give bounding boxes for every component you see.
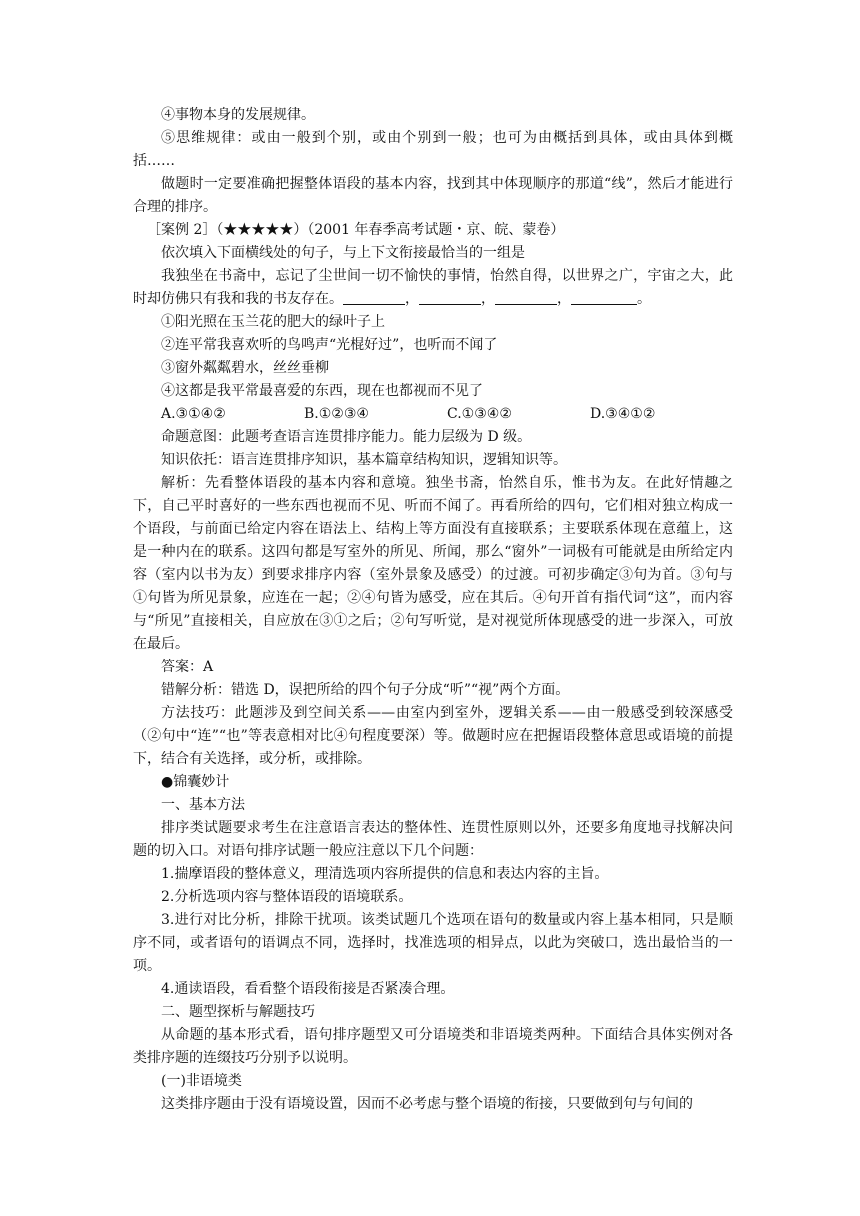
list-item: 1.揣摩语段的整体意义，理清选项内容所提供的信息和表达内容的主旨。: [161, 866, 609, 882]
option-c: C.①③④②: [447, 406, 512, 422]
paragraph: ⑤思维规律：或由一般到个别，或由个别到一般；也可为由概括到具体，或由具体到概括……: [133, 130, 733, 169]
sentence-item: ③窗外粼粼碧水，丝丝垂柳: [161, 360, 329, 376]
paragraph: 命题意图：此题考查语言连贯排序能力。能力层级为 D 级。: [161, 429, 532, 445]
paragraph: 做题时一定要准确把握整体语段的基本内容，找到其中体现顺序的那道“线”，然后才能进行合理的排序。: [133, 176, 733, 215]
answer-blank: [343, 290, 405, 305]
answer-options: [133, 403, 733, 426]
paragraph: 这类排序题由于没有语境设置，因而不必考虑与整个语境的衔接，只要做到句与句间的: [161, 1096, 693, 1112]
paragraph: 解析：先看整体语段的基本内容和意境。独坐书斋，怡然自乐，惟书为友。在此好情趣之下，自己平时喜好的一些东西也视而不见、听而不闻了。再看所给的四句，它们相对独立构成一个语段，与前面已给定内容在语法上、结构上等方面没有直接联系；主要联系体现在意蕴上，这是一种内在的联系。这四句都是写室外的所见、所闻，那么“窗外”一词极有可能就是由所给定内容（室内以书为友）到要求排序内容（室外景象及感受）的过渡。可初步确定③句为首。③句与①句皆为所见景象，应连在一起；②④句皆为感受，应在其后。④句开首有指代词“这”，而内容与“所见”直接相关，自应放在③①之后；②句写听觉，是对视觉所体现感受的进一步深入，可放在最后。: [133, 475, 733, 652]
document-page: [133, 104, 733, 1116]
question-passage: [133, 265, 733, 311]
case-title: ［案例 2］（★★★★★）（2001 年春季高考试题・京、皖、蒙卷）: [147, 222, 565, 238]
option-b: B.①②③④: [304, 406, 369, 422]
paragraph: 方法技巧：此题涉及到空间关系——由室内到室外，逻辑关系——由一般感受到较深感受（②句中“连”“也”等表意相对比④句程度要深）等。做题时应在把握语段整体意思或语境的前提下，结合有关选择，或分析，或排除。: [133, 705, 733, 767]
paragraph: 答案：A: [161, 659, 214, 675]
section-heading: ●锦囊妙计: [161, 774, 230, 790]
paragraph: 排序类试题要求考生在注意语言表达的整体性、连贯性原则以外，还要多角度地寻找解决问题的切入口。对语句排序试题一般应注意以下几个问题：: [133, 820, 733, 859]
list-item: 4.通读语段，看看整个语段衔接是否紧凑合理。: [161, 981, 455, 997]
passage-text: 我独坐在书斋中，忘记了尘世间一切不愉快的事情，怡然自得，以世界之广，宇宙之大，此时却仿佛只有我和我的书友存在。: [133, 268, 733, 307]
separator: ，: [557, 291, 571, 307]
section-heading: 二、题型探析与解题技巧: [161, 1004, 315, 1020]
option-d: D.③④①②: [590, 406, 656, 422]
answer-blank: [571, 290, 637, 305]
question-instruction: 依次填入下面横线处的句子，与上下文衔接最恰当的一组是: [161, 245, 525, 261]
section-heading: 一、基本方法: [161, 797, 245, 813]
option-a: A.③①④②: [161, 406, 226, 422]
sentence-item: ④这都是我平常最喜爱的东西，现在也都视而不见了: [161, 383, 483, 399]
list-item: 2.分析选项内容与整体语段的语境联系。: [161, 889, 413, 905]
paragraph: 知识依托：语言连贯排序知识，基本篇章结构知识，逻辑知识等。: [161, 452, 567, 468]
list-item: 3.进行对比分析，排除干扰项。该类试题几个选项在语句的数量或内容上基本相同，只是顺序不同，或者语句的语调点不同，选择时，找准选项的相异点，以此为突破口，选出最恰当的一项。: [133, 912, 733, 974]
paragraph: ④事物本身的发展规律。: [161, 107, 315, 123]
sentence-item: ①阳光照在玉兰花的肥大的绿叶子上: [161, 314, 385, 330]
separator: ，: [405, 291, 419, 307]
section-heading: (一)非语境类: [161, 1073, 242, 1089]
paragraph: 从命题的基本形式看，语句排序题型又可分语境类和非语境类两种。下面结合具体实例对各类排序题的连缀技巧分别予以说明。: [133, 1027, 733, 1066]
sentence-item: ②连平常我喜欢听的鸟鸣声“光棍好过”，也听而不闻了: [161, 337, 498, 353]
separator: ，: [481, 291, 495, 307]
answer-blank: [495, 290, 557, 305]
period: 。: [637, 291, 651, 307]
paragraph: 错解分析：错选 D，误把所给的四个句子分成“听”“视”两个方面。: [161, 682, 570, 698]
answer-blank: [419, 290, 481, 305]
